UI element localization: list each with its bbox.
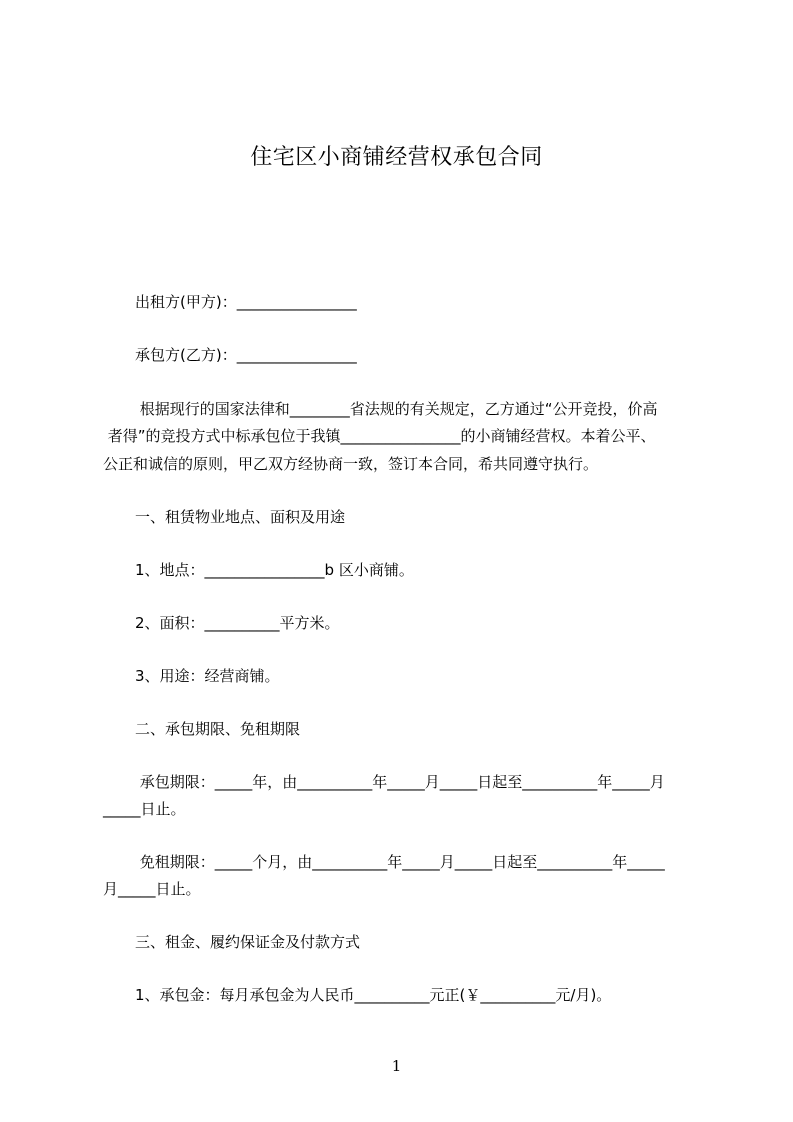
intro-paragraph-line-3: 公正和诚信的原则，甲乙双方经协商一致，签订本合同，希共同遵守执行。 [103, 455, 599, 473]
page-number: 1 [391, 1057, 402, 1075]
contract-term-line-2: _____日止。 [103, 800, 186, 818]
contract-term-line-1: 承包期限：_____年，由__________年_____月_____日起至__________年_____月 [135, 773, 665, 791]
section-1-item-location: 1、地点：________________b 区小商铺。 [135, 561, 414, 579]
section-1-heading: 一、租赁物业地点、面积及用途 [135, 508, 346, 526]
rent-free-period-line-2: 月_____日止。 [103, 880, 201, 898]
section-2-heading: 二、承包期限、免租期限 [135, 720, 301, 738]
section-3-heading: 三、租金、履约保证金及付款方式 [135, 933, 361, 951]
intro-paragraph-line-2: 者得”的竞投方式中标承包位于我镇________________的小商铺经营权。本着公平、 [103, 427, 656, 445]
lessor-line: 出租方(甲方)：________________ [135, 293, 357, 311]
section-3-item-contract-fee: 1、承包金：每月承包金为人民币__________元正(￥__________元/月)。 [135, 986, 612, 1004]
section-1-item-use: 3、用途：经营商铺。 [135, 667, 280, 685]
section-1-item-area: 2、面积：__________平方米。 [135, 614, 340, 632]
intro-paragraph-line-1: 根据现行的国家法律和________省法规的有关规定，乙方通过“公开竞投，价高 [135, 400, 658, 418]
rent-free-period-line-1: 免租期限：_____个月，由__________年_____月_____日起至__________年_____ [135, 853, 665, 871]
contract-title: 住宅区小商铺经营权承包合同 [250, 145, 543, 170]
lessee-line: 承包方(乙方)：________________ [135, 346, 357, 364]
